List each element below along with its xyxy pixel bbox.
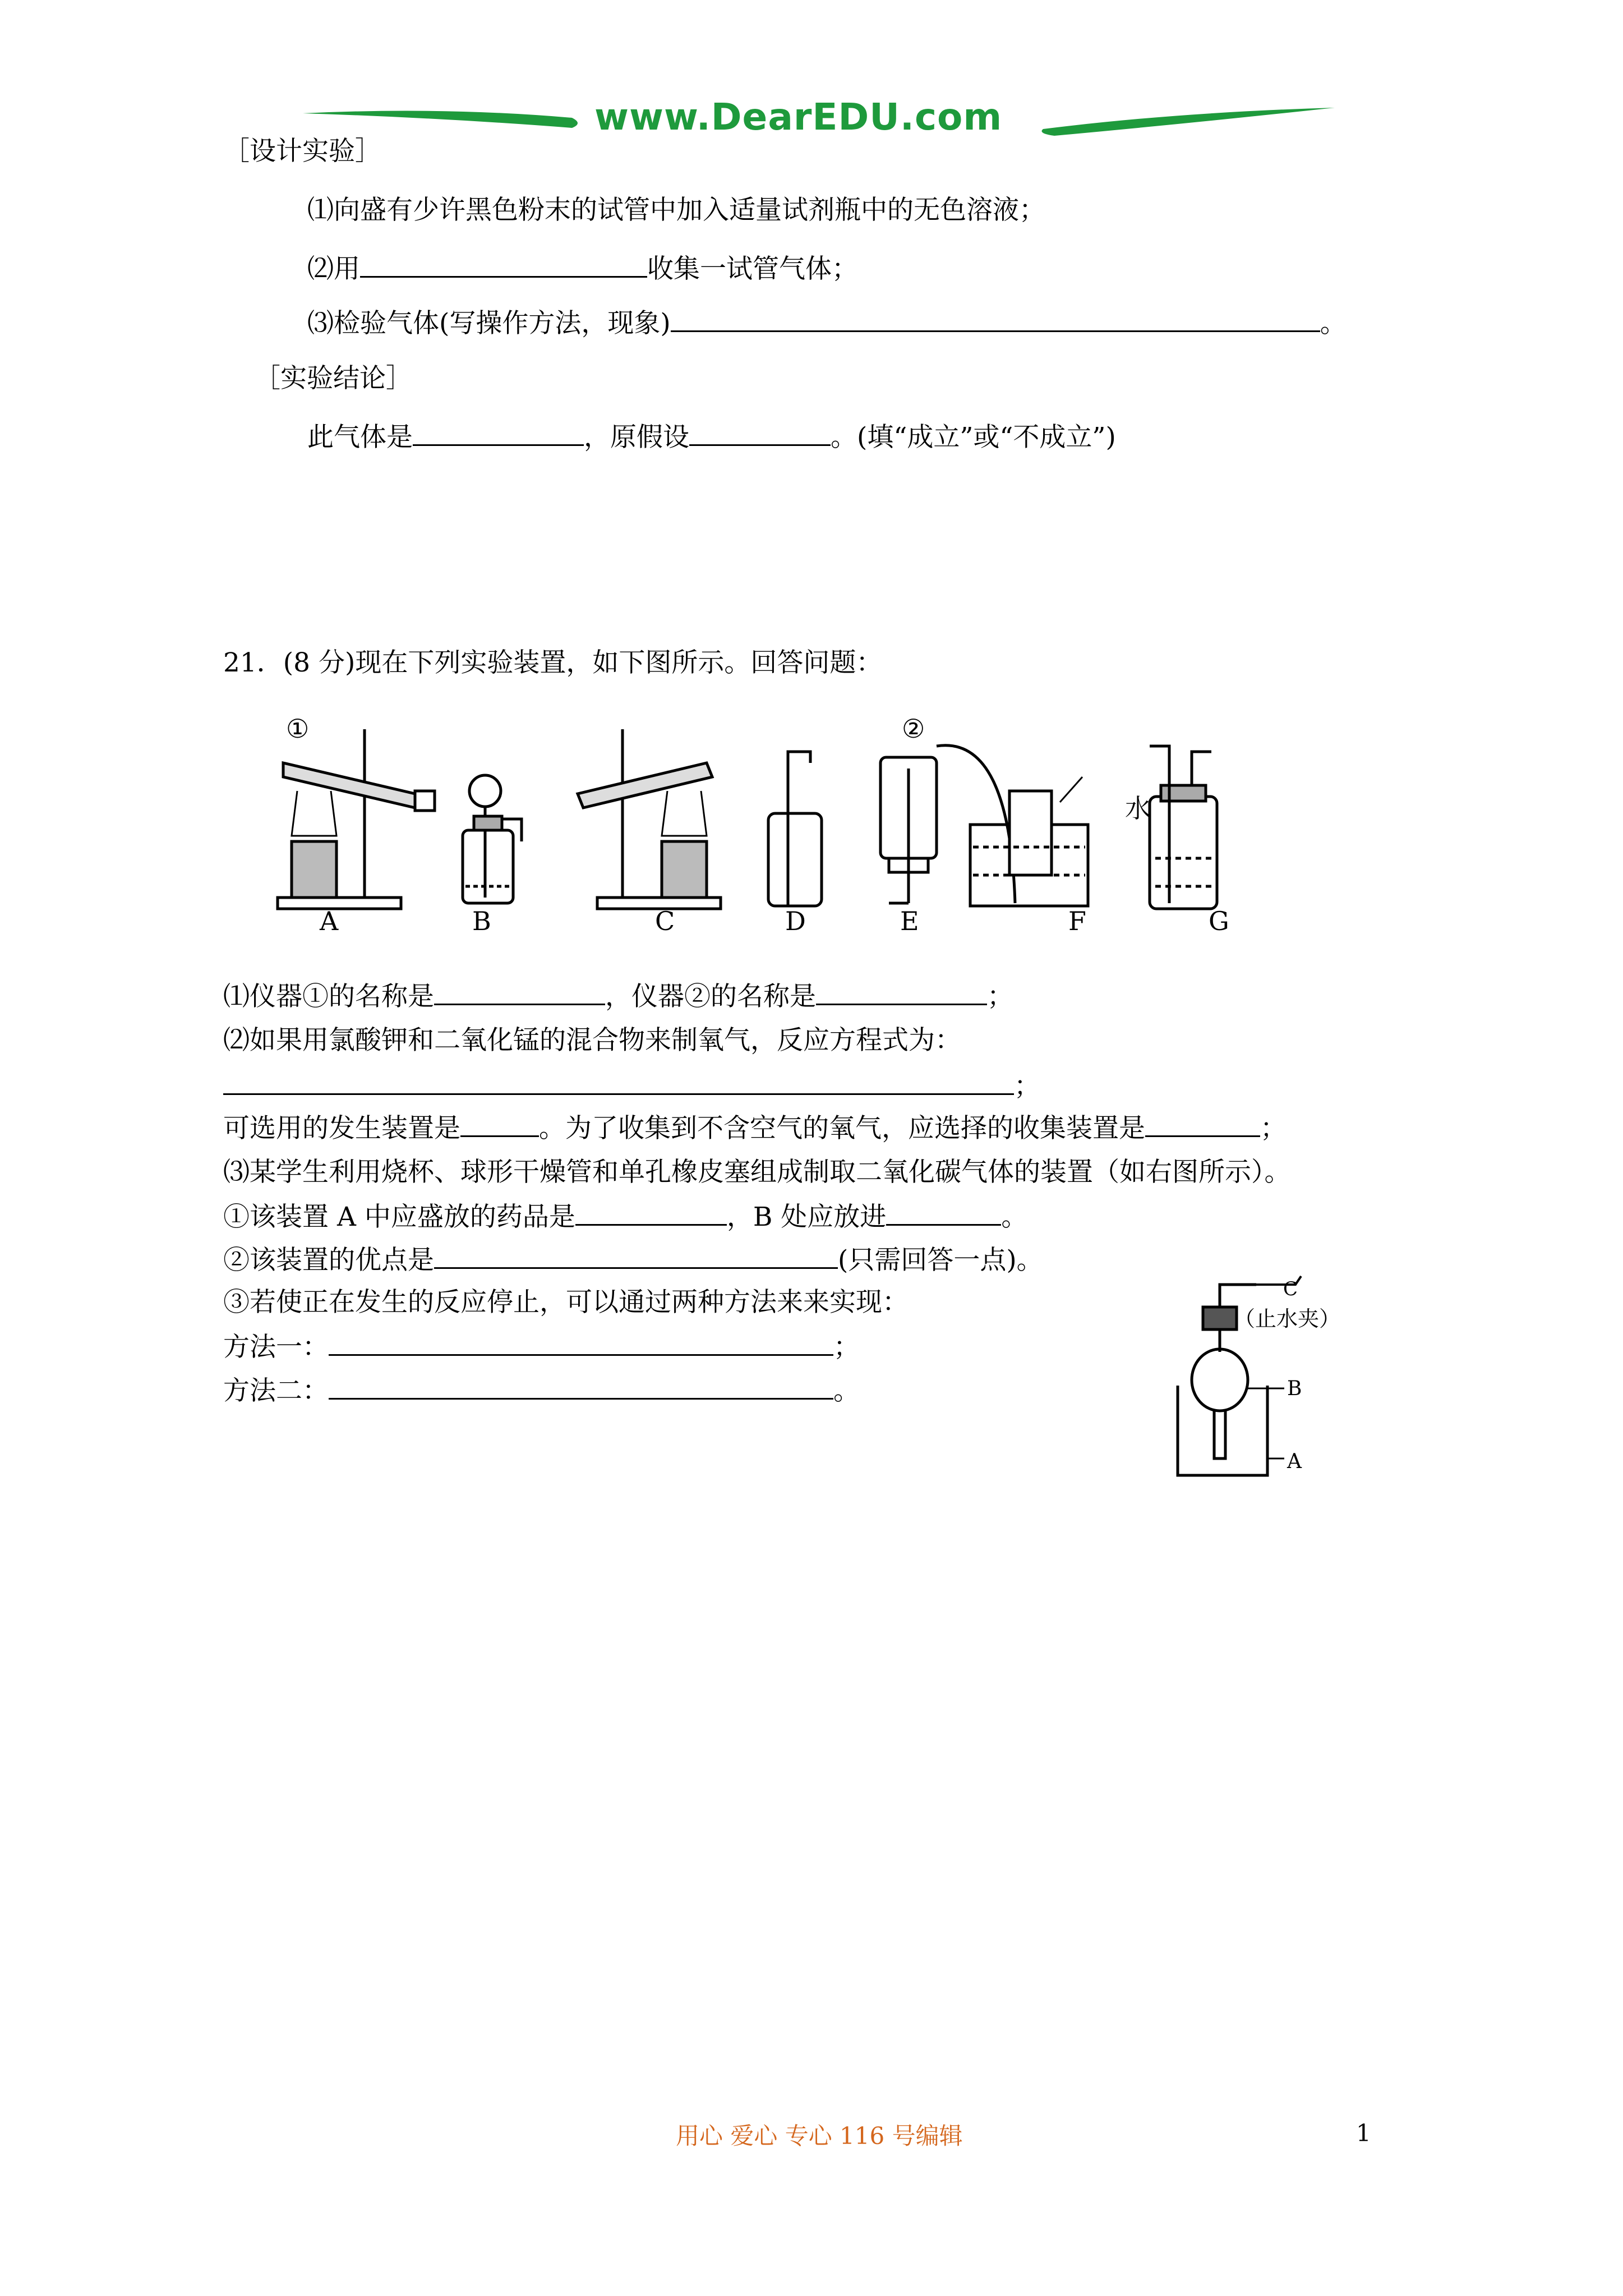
answer-blank[interactable] [575, 1199, 727, 1226]
label-e: E [900, 906, 919, 936]
design-step-3: ⑶检验气体(写操作方法，现象) 。 [307, 306, 1347, 341]
water-label: 水 [1125, 793, 1151, 823]
label-f: F [1068, 906, 1086, 936]
apparatus-a [278, 729, 435, 909]
footer-text: 用心 爱心 专心 116 号编辑 [676, 2122, 963, 2150]
question-21-stem: 21．(8 分)现在下列实验装置，如下图所示。回答问题： [223, 647, 883, 678]
answer-blank[interactable] [434, 1243, 838, 1269]
apparatus-g [1150, 746, 1217, 909]
subq-3-3: ③若使正在发生的反应停止，可以通过两种方法来来实现： [223, 1287, 909, 1318]
label-a: A [320, 906, 339, 936]
answer-blank[interactable] [671, 306, 1320, 332]
label-g: G [1209, 906, 1229, 936]
equation-line: ； [223, 1069, 1040, 1103]
answer-blank[interactable] [460, 1111, 539, 1137]
apparatus-figure [264, 712, 1262, 937]
label-fig2-c: C [1283, 1278, 1298, 1300]
apparatus-f [937, 746, 1088, 906]
label-d: D [785, 906, 806, 936]
answer-blank[interactable] [329, 1329, 833, 1356]
section-title-design: ［设计实验］ [223, 136, 381, 167]
answer-blank[interactable] [223, 1069, 1014, 1095]
answer-blank[interactable] [434, 979, 605, 1005]
answer-blank[interactable] [1145, 1111, 1260, 1137]
answer-blank[interactable] [329, 1373, 833, 1400]
subq-2: ⑵如果用氯酸钾和二氧化锰的混合物来制氧气，反应方程式为： [223, 1025, 961, 1056]
apparatus-c [578, 729, 721, 909]
subq-2b: 可选用的发生装置是 。为了收集到不含空气的氧气，应选择的收集装置是 ； [223, 1111, 1287, 1145]
label-b: B [472, 906, 491, 936]
answer-blank[interactable] [689, 420, 831, 446]
method-2: 方法二： 。 [223, 1373, 860, 1408]
section-title-conclusion: ［实验结论］ [254, 363, 412, 394]
site-logo: www.DearEDU.com [594, 95, 1003, 139]
conclusion-line: 此气体是 ，原假设 。(填“成立”或“不成立”) [307, 420, 1116, 454]
answer-blank[interactable] [413, 420, 584, 446]
apparatus-b [463, 775, 522, 903]
subq-3: ⑶某学生利用烧杯、球形干燥管和单孔橡皮塞组成制取二氧化碳气体的装置（如右图所示）。 [223, 1157, 1291, 1188]
label-fig2-b: B [1287, 1377, 1302, 1400]
marker-1: ① [286, 714, 310, 744]
answer-blank[interactable] [886, 1199, 1001, 1226]
answer-blank[interactable] [360, 251, 647, 278]
marker-2: ② [902, 714, 925, 744]
subq-1: ⑴仪器①的名称是 ，仪器②的名称是 ； [223, 979, 1013, 1014]
label-fig2-a: A [1287, 1450, 1302, 1473]
apparatus-e [880, 757, 937, 903]
label-c: C [655, 906, 675, 936]
subq-3-2: ②该装置的优点是 (只需回答一点)。 [223, 1243, 1043, 1277]
label-fig2-clamp: （止水夹） [1234, 1306, 1341, 1331]
method-1: 方法一： ； [223, 1329, 860, 1364]
design-step-1: ⑴向盛有少许黑色粉末的试管中加入适量试剂瓶中的无色溶液； [307, 195, 1045, 226]
subq-3-1: ①该装置 A 中应盛放的药品是 ，B 处应放进 。 [223, 1199, 1027, 1234]
design-step-2: ⑵用 收集一试管气体； [307, 251, 858, 286]
answer-blank[interactable] [816, 979, 987, 1005]
apparatus-d [768, 752, 822, 906]
page-number: 1 [1356, 2119, 1371, 2147]
